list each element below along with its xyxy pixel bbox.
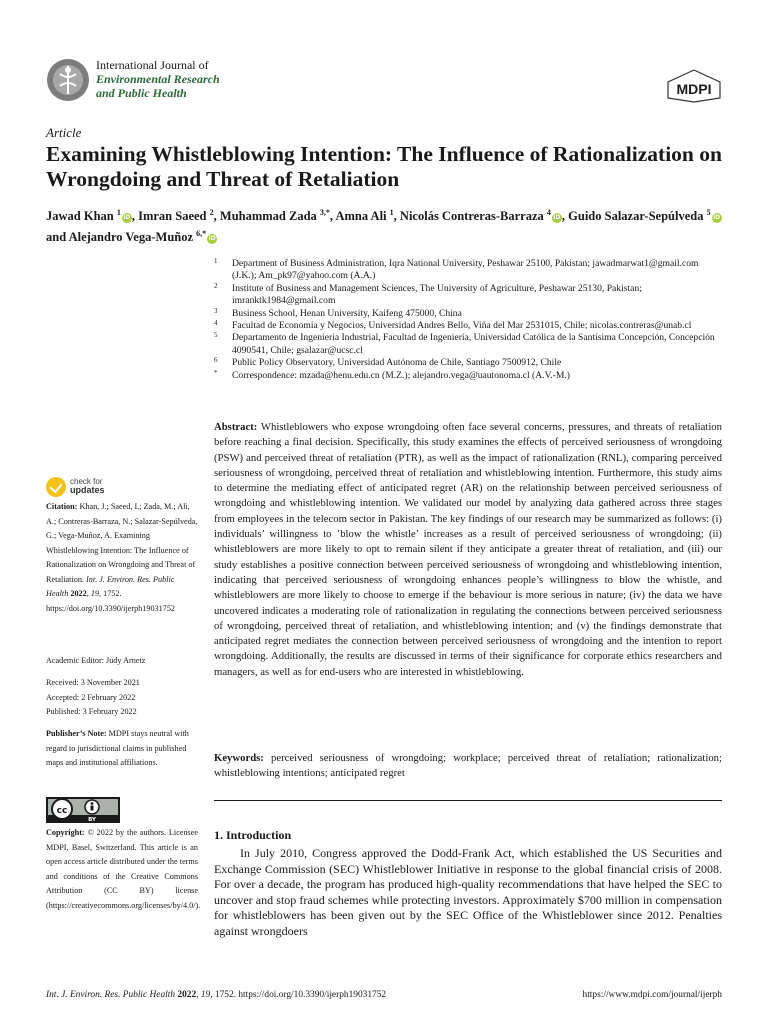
affiliation-text: Public Policy Observatory, Universidad Autónoma de Chile, Santiago 7500912, Chile: [232, 357, 562, 369]
journal-name-line3: and Public Health: [96, 86, 187, 100]
footer-citation: Int. J. Environ. Res. Public Health 2022, 19, 1752. https://doi.org/10.3390/ijerph19031752: [46, 990, 387, 1000]
publisher-note-text: MDPI stays neutral with regard to jurisdictional claims in published maps and institutional affiliations.: [46, 729, 189, 767]
abstract-text: Whistleblowers who expose wrongdoing often face several concerns, pressures, and threats of retaliation before reaching a final decision. Specifically, this study examines the effects of perceived seriousness of wrongdoing (PSW) and perceived threat of retaliation (PTR), as well as the impact of rationalization (RNL), comparing perceived seriousness of wrongdoing, perceived threat of retaliation and whistleblowing intention. Furthermore, this study aims to determine the mediating effect of anticipated regret (AR) on the relationship between perceived seriousness of wrongdoing and whistleblowing intention. We validated our model by analyzing data gathered across three stages from employees in the telecom sector in Pakistan. The key findings of our research may be summarized as follows: (i) individuals’ willingness to ’blow the whistle’ increases as a result of perceived seriousness of wrongdoing; (ii) whistleblowers are more likely to opt to remain silent if they anticipate a greater threat of retaliation, and (iii) our study establishes a positive connection between perceived seriousness of wrongdoing and whistleblowing intention, indicating that perceived seriousness of wrongdoing enhances people’s willingness to blow the whistle, and whistleblowers are more likely to choose to emerge if the behaviour is more serious in nature; (iv) the data we have uncovered indicates a moderating role of rationalization in regulating the connections between perceived seriousness of wrongdoing, perceived threat of retaliation, and whistleblowing intention; and (v) the findings demonstrate that anticipated regret mediates the connection between perceived seriousness of wrongdoing and the intention to report wrongdoing. Additionally, the results are discussed in terms of their significance for corporate ethics researchers and managers, as well as for end-users who are interested in whistleblowing.: [214, 421, 722, 678]
author-name[interactable]: Jawad Khan: [46, 209, 117, 224]
orcid-icon[interactable]: iD: [208, 235, 216, 243]
journal-name: [96, 58, 220, 100]
affiliation-item: [214, 370, 724, 382]
author-name[interactable]: Guido Salazar-Sepúlveda: [568, 209, 707, 224]
citation-year: 2022: [70, 589, 87, 598]
author-affiliation-marker: 1: [116, 208, 121, 217]
copyright-block: [46, 826, 201, 913]
author-affiliation-marker: 1: [389, 208, 394, 217]
section-heading: 1. Introduction: [214, 828, 292, 842]
orcid-icon[interactable]: iD: [123, 214, 131, 222]
journal-name-line1: International Journal of: [96, 58, 209, 72]
cc-by-license-icon[interactable]: [46, 797, 120, 823]
citation-block: Citation: Khan, J.; Saeed, I.; Zada, M.; Ali, A.; Contreras-Barraza, N.; Salazar-Sepúlveda, G.; Vega-Muñoz, A. Examining Whistleblowing Intention: The Influence of Rationalization on Wrongdoing and Threat of Retaliation. Int. J. Environ. Res. Public Health 2022, 19, 1752. https://doi.org/10.3390/ijerph19031752: [46, 502, 198, 613]
footer-doi[interactable]: , 1752. https://doi.org/10.3390/ijerph19031752: [210, 990, 387, 1000]
affiliation-number: 4: [214, 319, 218, 328]
author-name[interactable]: Alejandro Vega-Muñoz: [68, 230, 197, 245]
author-name[interactable]: Muhammad Zada: [219, 209, 320, 224]
section-divider: [214, 800, 722, 801]
affiliation-number: 2: [214, 281, 218, 290]
affiliation-text: Institute of Business and Management Sciences, The University of Agriculture, Peshawar 25130, Pakistan; imranktk1984@gmail.com: [232, 282, 642, 307]
affiliation-item: [214, 357, 724, 369]
check-icon: [46, 477, 66, 497]
introduction-text: In July 2010, Congress approved the Dodd-Frank Act, which established the US Securities and Exchange Commission (SEC) Whistleblower Initiative in response to the global financial crisis of 2008. For over a decade, the program has produced high-quality recommendations that have helped the SEC to uncover and stop fraud schemes while protecting investors. Approximately $700 million in compensation for whistleblowers has been given out by the SEC Office of the Whistleblower since 2012. Penalties against wrongdoers: [214, 846, 722, 938]
published-date: Published: 3 February 2022: [46, 707, 137, 716]
affiliations: [214, 258, 724, 382]
citation-doi-link[interactable]: , 1752. https://doi.org/10.3390/ijerph19031752: [46, 589, 176, 613]
copyright-text: © 2022 by the authors. Licensee MDPI, Basel, Switzerland. This article is an open access article distributed under the terms and conditions of the Creative Commons Attribution (CC BY) license (https://creativecommons.org/licenses/by/4.0/).: [46, 828, 201, 910]
author-affiliation-marker: 4: [546, 208, 551, 217]
author-list: Jawad Khan $^1$iD, Imran Saeed $^2$, Muhammad Zada $^{3,*}$, Amna Ali $^1$, Nicolás Contreras-Barraza $^4$iD, Guido Salazar-Sepúlveda $^5$iD and Alejandro Vega-Muñoz $^{6,*}$iD: [46, 208, 721, 245]
affiliation-item: [214, 320, 724, 332]
affiliation-item: [214, 283, 724, 308]
journal-logo-icon: [46, 58, 90, 102]
footer-volume: 19: [200, 990, 211, 1000]
academic-editor: Academic Editor: Judy Arnetz: [46, 656, 146, 665]
footer-year: 2022: [177, 990, 197, 1000]
affiliation-item: [214, 332, 724, 357]
affiliation-text: Department of Business Administration, Iqra National University, Peshawar 25100, Pakistan; jawadmarwat1@gmail.com (J.K.); Am_pk97@yahoo.com (A.A.): [232, 258, 699, 282]
copyright-label: Copyright:: [46, 828, 85, 837]
citation-text: Khan, J.; Saeed, I.; Zada, M.; Ali, A.; Contreras-Barraza, N.; Salazar-Sepúlveda, G.; Vega-Muñoz, A. Examining Whistleblowing Intention: The Influence of Rationalization on Wrongdoing and Threat of Retaliation.: [46, 502, 198, 584]
affiliation-item: [214, 308, 724, 320]
mdpi-logo-text: MDPI: [676, 81, 712, 97]
orcid-icon[interactable]: iD: [713, 214, 721, 222]
author-name[interactable]: Imran Saeed: [138, 209, 210, 224]
cc-badge-text: BY: [88, 817, 96, 823]
affiliation-text: Departamento de Ingeniería Industrial, Facultad de Ingeniería, Universidad Católica de la Santísima Concepción, Concepción 4090541, Chile; gsalazar@ucsc.cl: [232, 332, 715, 356]
author-name[interactable]: Amna Ali: [335, 209, 390, 224]
mdpi-logo-icon: [664, 68, 724, 104]
publisher-note: [46, 727, 198, 771]
citation-volume: 19: [90, 589, 99, 598]
journal-name-line2: Environmental Research: [96, 72, 220, 86]
article-type: Article: [46, 125, 82, 140]
author-conjunction: and: [46, 230, 69, 245]
check-for-updates-button[interactable]: [46, 475, 126, 499]
affiliation-number: 5: [214, 331, 218, 340]
affiliation-text: Business School, Henan University, Kaifeng 475000, China: [232, 307, 462, 319]
author-affiliation-marker: 2: [209, 208, 214, 217]
citation-journal: Int. J. Environ. Res. Public Health: [46, 574, 175, 598]
publication-dates: [46, 676, 198, 720]
author-affiliation-marker: 5: [706, 208, 711, 217]
check-updates-line2: updates: [70, 485, 105, 495]
footer-journal: Int. J. Environ. Res. Public Health: [46, 990, 176, 1000]
affiliation-number: 1: [214, 257, 218, 265]
accepted-date: Accepted: 2 February 2022: [46, 692, 136, 702]
publisher-note-label: Publisher’s Note:: [46, 729, 107, 738]
affiliation-number: 6: [214, 356, 218, 365]
affiliation-item: [214, 258, 724, 283]
svg-text:cc: cc: [56, 806, 68, 816]
keywords-text: perceived seriousness of wrongdoing; workplace; perceived threat of retaliation; rationalization; whistleblowing intentions; anticipated regret: [214, 752, 722, 780]
received-date: Received: 3 November 2021: [46, 678, 140, 687]
affiliation-number: 3: [214, 306, 218, 315]
check-updates-label: [70, 477, 105, 495]
keywords-label: Keywords:: [214, 752, 264, 764]
affiliation-text: Correspondence: mzada@henu.edu.cn (M.Z.); alejandro.vega@uautonoma.cl (A.V.-M.): [232, 369, 570, 381]
affiliation-number: *: [214, 368, 218, 377]
check-updates-line1: check for: [70, 477, 103, 486]
author-name[interactable]: Nicolás Contreras-Barraza: [399, 209, 547, 224]
orcid-icon[interactable]: iD: [553, 214, 561, 222]
keywords: [214, 751, 722, 782]
citation-label: Citation:: [46, 502, 78, 511]
article-title: Examining Whistleblowing Intention: The Influence of Rationalization on Wrongdoing and Threat of Retaliation: [46, 142, 722, 191]
affiliation-text: Facultad de Economía y Negocios, Universidad Andres Bello, Viña del Mar 2531015, Chile; nicolas.contreras@unab.cl: [232, 320, 692, 332]
abstract-label: Abstract:: [214, 421, 258, 433]
author-affiliation-marker: 3,*: [319, 208, 330, 217]
author-affiliation-marker: 6,*: [196, 229, 207, 239]
abstract: [214, 420, 722, 680]
footer-journal-url[interactable]: https://www.mdpi.com/journal/ijerph: [582, 990, 722, 1000]
